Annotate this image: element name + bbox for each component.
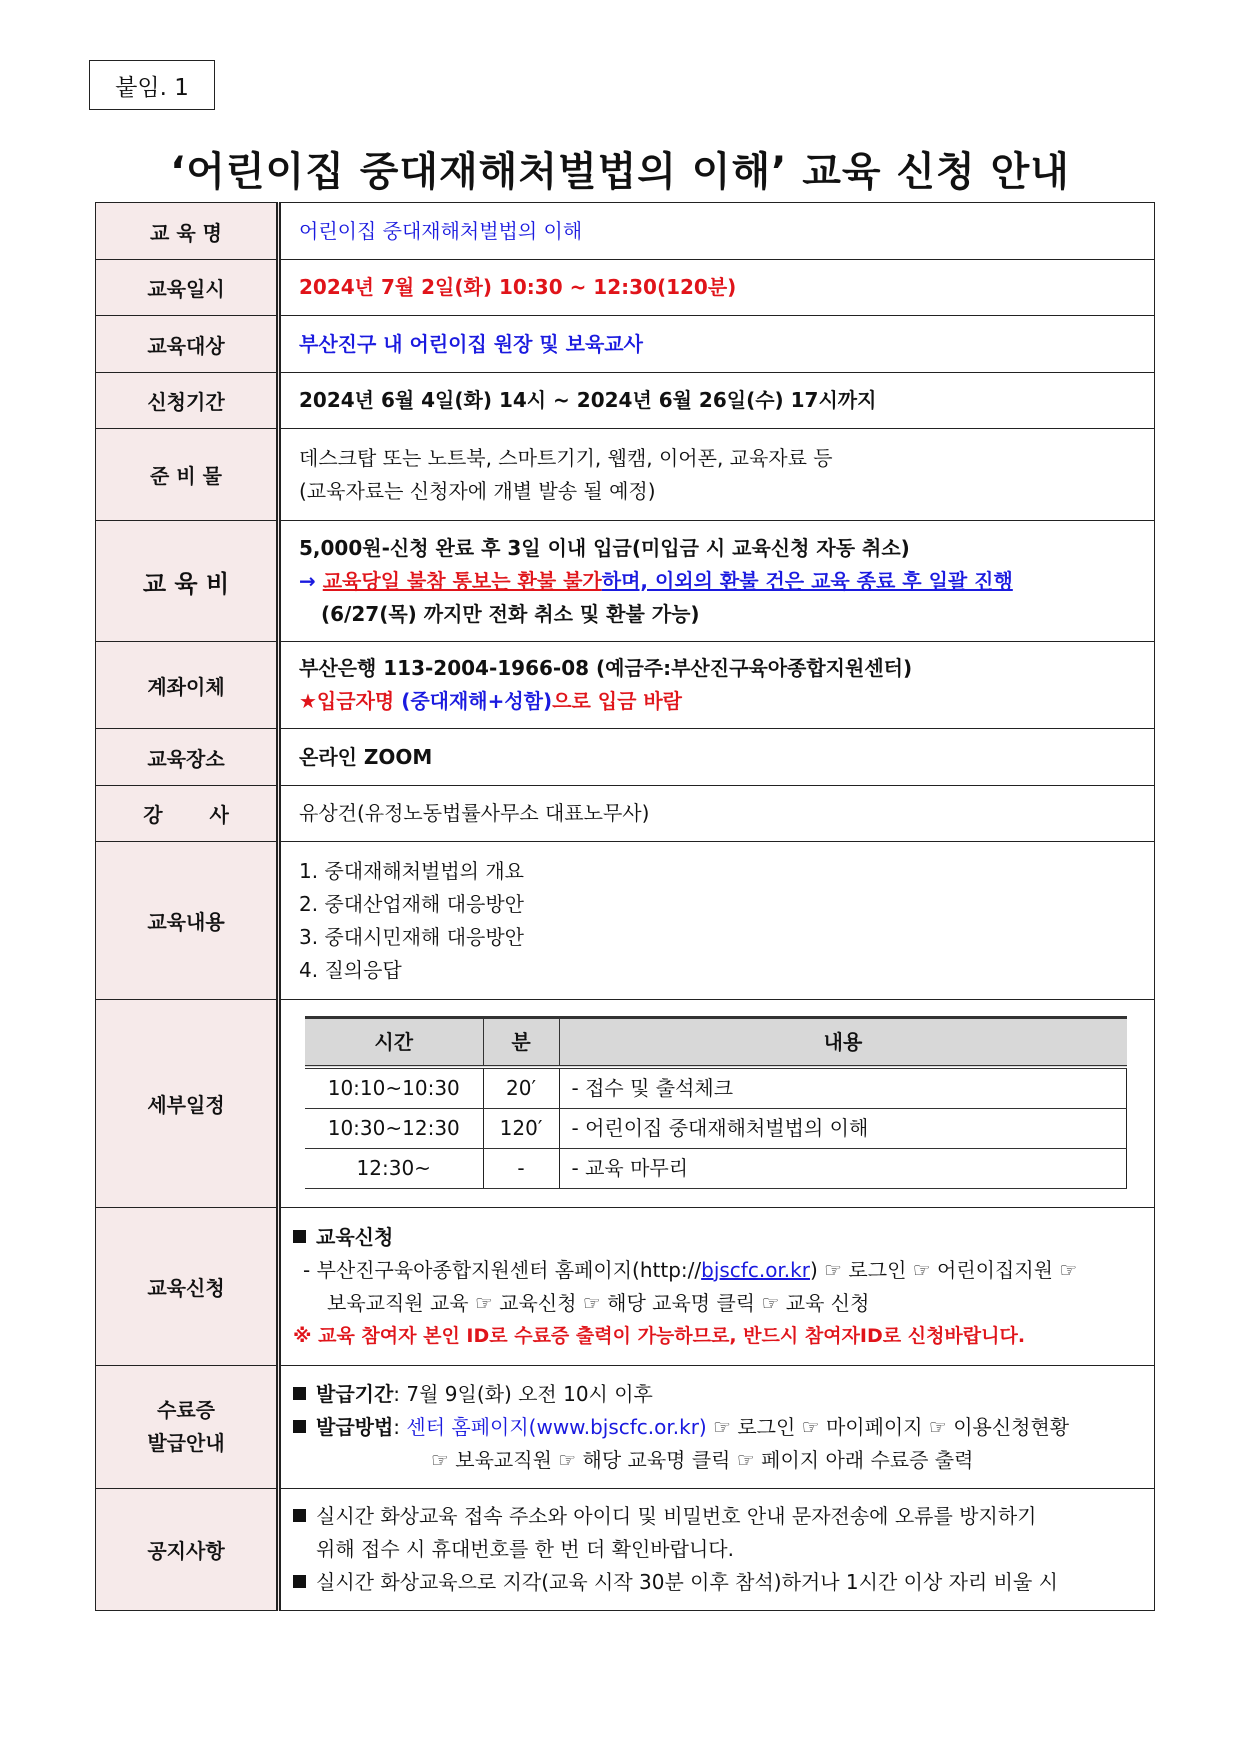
- fee-line2: [299, 565, 1136, 598]
- place-value: 온라인 ZOOM: [279, 729, 1155, 786]
- page-title: ‘어린이집 중대재해처벌법의 이해’ 교육 신청 안내: [170, 149, 1070, 195]
- row-fee: [96, 521, 1155, 642]
- row-preparation: [96, 429, 1155, 521]
- schedule-minutes: 20′: [483, 1067, 559, 1109]
- row-place: [96, 729, 1155, 786]
- label-target: 교육대상: [96, 316, 279, 373]
- label-apply: 교육신청: [96, 1208, 279, 1366]
- attachment-label: 붙임. 1: [89, 60, 215, 110]
- label-preparation: 준 비 물: [96, 429, 279, 521]
- row-certificate: [96, 1366, 1155, 1489]
- schedule-header-time: 시간: [305, 1018, 483, 1068]
- schedule-time: 12:30~: [305, 1149, 483, 1189]
- row-target: [96, 316, 1155, 373]
- square-bullet-icon: [293, 1387, 306, 1400]
- cert-homepage-link[interactable]: 센터 홈페이지(www.bjscfc.or.kr): [406, 1414, 707, 1439]
- label-certificate: [96, 1366, 279, 1489]
- fee-line1: 5,000원-신청 완료 후 3일 이내 입금(미입금 시 교육신청 자동 취소): [299, 535, 910, 560]
- account-line1: 부산은행 113-2004-1966-08 (예금주:부산진구육아종합지원센터): [299, 656, 913, 680]
- arrow-icon: →: [299, 568, 316, 593]
- schedule-content: - 접수 및 출석체크: [559, 1067, 1127, 1109]
- apply-value: [279, 1208, 1155, 1366]
- apply-line1b: ) ☞ 로그인 ☞ 어린이집지원 ☞: [809, 1257, 1078, 1282]
- fee-line3: (6/27(목) 까지만 전화 취소 및 환불 가능): [321, 601, 700, 626]
- notice-value: [279, 1489, 1155, 1611]
- cert-method-colon: :: [393, 1414, 407, 1439]
- account-blue1: (중대재해+성함): [401, 689, 553, 713]
- apply-head-text: 교육신청: [316, 1224, 394, 1249]
- label-certificate-line1: 수료증: [157, 1398, 215, 1422]
- square-bullet-icon: [293, 1420, 306, 1433]
- row-datetime: [96, 260, 1155, 316]
- schedule-minutes: -: [483, 1149, 559, 1189]
- apply-line2: 보육교직원 교육 ☞ 교육신청 ☞ 해당 교육명 클릭 ☞ 교육 신청: [327, 1290, 870, 1315]
- schedule-minutes: 120′: [483, 1109, 559, 1149]
- content-item-2: 2. 중대산업재해 대응방안: [299, 891, 524, 916]
- table-row: [305, 1067, 1127, 1109]
- cert-method-head: 발급방법: [316, 1414, 394, 1439]
- row-content: [96, 842, 1155, 1000]
- notice-line1-text: 실시간 화상교육 접속 주소와 아이디 및 비밀번호 안내 문자전송에 오류를 방지하기: [316, 1504, 1037, 1528]
- schedule-cell: [279, 1000, 1155, 1208]
- schedule-time: 10:30~12:30: [305, 1109, 483, 1149]
- homepage-link[interactable]: bjscfc.or.kr: [701, 1257, 810, 1282]
- row-schedule: [96, 1000, 1155, 1208]
- table-row: [305, 1149, 1127, 1189]
- schedule-header-minutes: 분: [483, 1018, 559, 1068]
- cert-period-head: 발급기간: [316, 1381, 394, 1406]
- account-line2: [299, 685, 1136, 718]
- schedule-header-content: 내용: [559, 1018, 1127, 1068]
- lecturer-value: 유상건(유정노동법률사무소 대표노무사): [279, 786, 1155, 842]
- square-bullet-icon: [293, 1509, 306, 1522]
- cert-method-line2: ☞ 보육교직원 ☞ 해당 교육명 클릭 ☞ 페이지 아래 수료증 출력: [431, 1447, 974, 1472]
- notice-line2-text: 실시간 화상교육으로 지각(교육 시작 30분 이후 참석)하거나 1시간 이상 자리 비울 시: [316, 1570, 1058, 1594]
- education-name-value: 어린이집 중대재해처벌법의 이해: [279, 203, 1155, 260]
- schedule-content: - 교육 마무리: [559, 1149, 1127, 1189]
- content-item-3: 3. 중대시민재해 대응방안: [299, 924, 524, 949]
- label-schedule: 세부일정: [96, 1000, 279, 1208]
- preparation-value: [279, 429, 1155, 521]
- apply-line1a: - 부산진구육아종합지원센터 홈페이지(http://: [303, 1257, 702, 1282]
- schedule-time: 10:10~10:30: [305, 1067, 483, 1109]
- label-content: 교육내용: [96, 842, 279, 1000]
- table-row: [305, 1109, 1127, 1149]
- schedule-table: [305, 1016, 1127, 1189]
- preparation-line1: 데스크탑 또는 노트북, 스마트기기, 웹캠, 이어폰, 교육자료 등: [299, 445, 833, 470]
- fee-refund-red: 교육당일 불참 통보는 환불 불가: [322, 568, 602, 593]
- fee-refund-blue: 하며, 이외의 환불 건은 교육 종료 후 일괄 진행: [601, 568, 1013, 593]
- label-notice: 공지사항: [96, 1489, 279, 1611]
- notice-line2: [293, 1566, 1136, 1599]
- label-datetime: 교육일시: [96, 260, 279, 316]
- cert-method: [293, 1411, 1136, 1444]
- schedule-header-row: [305, 1018, 1127, 1068]
- label-lecturer: 강 사: [96, 786, 279, 842]
- row-lecturer: [96, 786, 1155, 842]
- label-apply-period: 신청기간: [96, 373, 279, 429]
- apply-period-value: 2024년 6월 4일(화) 14시 ~ 2024년 6월 26일(수) 17시까지: [279, 373, 1155, 429]
- preparation-line2: (교육자료는 신청자에 개별 발송 될 예정): [299, 478, 656, 503]
- certificate-value: [279, 1366, 1155, 1489]
- apply-head: [293, 1221, 1136, 1254]
- apply-notice: ※ 교육 참여자 본인 ID로 수료증 출력이 가능하므로, 반드시 참여자ID로 신청바랍니다.: [293, 1324, 1026, 1347]
- account-red2: 으로 입금 바람: [552, 689, 683, 713]
- row-account: [96, 642, 1155, 729]
- label-account: 계좌이체: [96, 642, 279, 729]
- cert-period-value: : 7월 9일(화) 오전 10시 이후: [393, 1381, 653, 1406]
- notice-line1b: 위해 접수 시 휴대번호를 한 번 더 확인바랍니다.: [316, 1537, 734, 1561]
- schedule-content: - 어린이집 중대재해처벌법의 이해: [559, 1109, 1127, 1149]
- row-apply-period: [96, 373, 1155, 429]
- info-table: [95, 202, 1155, 1611]
- label-fee: 교 육 비: [96, 521, 279, 642]
- label-education-name: 교 육 명: [96, 203, 279, 260]
- row-education-name: [96, 203, 1155, 260]
- content-value: [279, 842, 1155, 1000]
- label-place: 교육장소: [96, 729, 279, 786]
- target-value: 부산진구 내 어린이집 원장 및 보육교사: [279, 316, 1155, 373]
- cert-period: [293, 1378, 1136, 1411]
- fee-value: [279, 521, 1155, 642]
- content-item-4: 4. 질의응답: [299, 957, 402, 982]
- datetime-value: 2024년 7월 2일(화) 10:30 ~ 12:30(120분): [279, 260, 1155, 316]
- row-notice: [96, 1489, 1155, 1611]
- square-bullet-icon: [293, 1230, 306, 1243]
- cert-method-rest: ☞ 로그인 ☞ 마이페이지 ☞ 이용신청현황: [706, 1414, 1070, 1439]
- account-red1: ★입금자명: [299, 689, 402, 713]
- account-value: [279, 642, 1155, 729]
- apply-line1: [293, 1254, 1136, 1287]
- label-certificate-line2: 발급안내: [147, 1431, 225, 1455]
- square-bullet-icon: [293, 1575, 306, 1588]
- content-item-1: 1. 중대재해처벌법의 개요: [299, 858, 524, 883]
- notice-line1: [293, 1500, 1136, 1533]
- row-apply: [96, 1208, 1155, 1366]
